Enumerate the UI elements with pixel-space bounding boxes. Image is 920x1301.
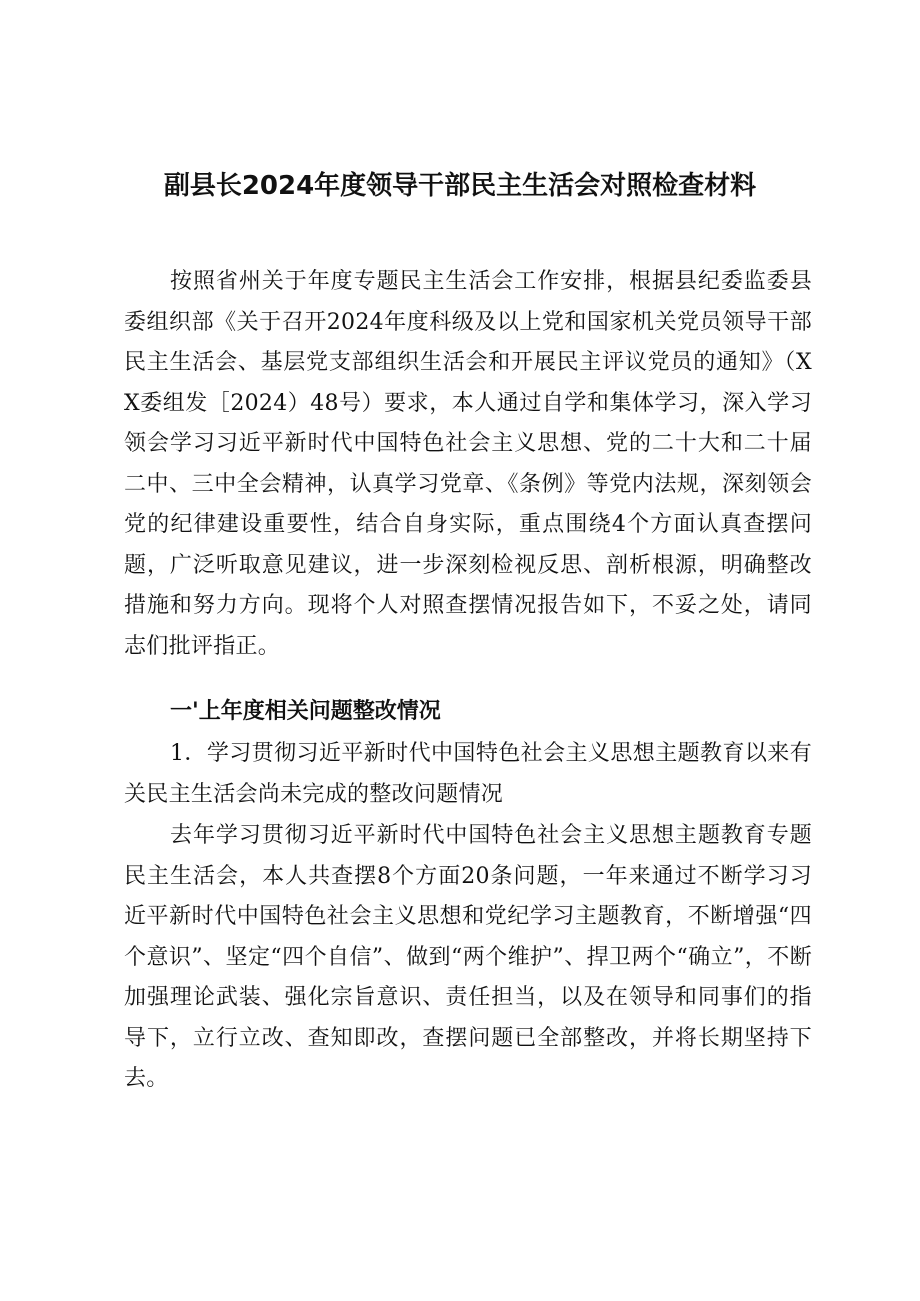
body-paragraph: 去年学习贯彻习近平新时代中国特色社会主义思想主题教育专题民主生活会，本人共查摆8个方面20条问题，一年来通过不断学习习近平新时代中国特色社会主义思想和党纪学习主题教育，不断增强“四个意识”、坚定“四个自信”、做到“两个维护”、捍卫两个“确立”，不断加强理论武装、强化宗旨意识、责任担当，以及在领导和同事们的指导下，立行立改、查知即改，查摆问题已全部整改，并将长期坚持下去。 (124, 823, 812, 1091)
section-heading: 一'上年度相关问题整改情况 (170, 699, 441, 724)
document-title: 副县长2024年度领导干部民主生活会对照检查材料 (163, 171, 757, 201)
subsection-heading-paragraph: 1．学习贯彻习近平新时代中国特色社会主义思想主题教育以来有关民主生活会尚未完成的整改问题情况 (124, 741, 812, 807)
intro-paragraph: 按照省州关于年度专题民主生活会工作安排，根据县纪委监委县委组织部《关于召开2024年度科级及以上党和国家机关党员领导干部民主生活会、基层党支部组织生活会和开展民主评议党员的通知》（XX委组发［2024）48号）要求，本人通过自学和集体学习，深入学习领会学习习近平新时代中国特色社会主义思想、党的二十大和二十届二中、三中全会精神，认真学习党章、《条例》等党内法规，深刻领会党的纪律建设重要性，结合自身实际，重点围绕4个方面认真查摆问题，广泛听取意见建议，进一步深刻检视反思、剖析根源，明确整改措施和努力方向。现将个人对照查摆情况报告如下，不妥之处，请同志们批评指正。 (124, 269, 812, 659)
